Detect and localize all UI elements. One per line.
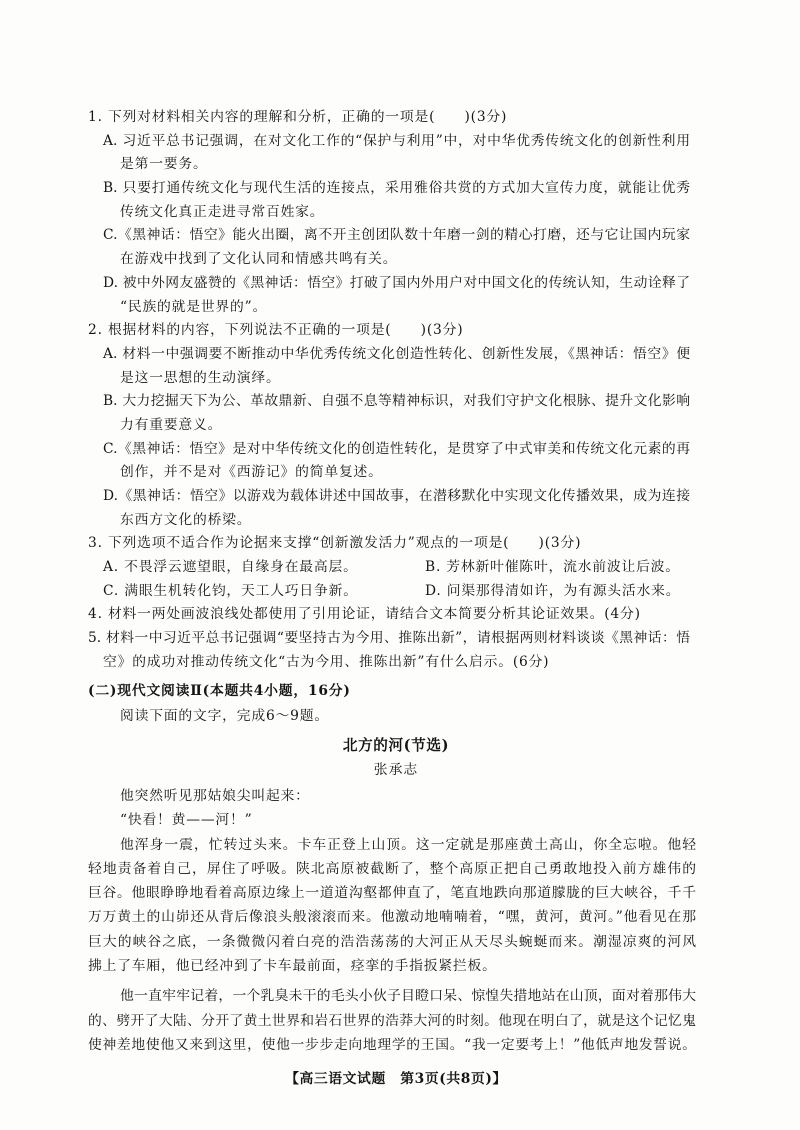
option-c: C. 满眼生机转化钧，天工人巧日争新。: [103, 582, 358, 599]
question-stem: 5. 材料一中习近平总书记强调“要坚持古为今用、推陈出新”，请根据两则材料谈谈《黑神话：悟: [88, 630, 690, 647]
option-d: D. 被中外网友盛赞的《黑神话：悟空》打破了国内外用户对中国文化的传统认知，生动诠释了: [103, 274, 690, 291]
passage-author: 张承志: [373, 762, 419, 778]
question-4: [0, 603, 800, 627]
option-b: B. 大力挖掘天下为公、革故鼎新、自强不息等精神标识，对我们守护文化根脉、提升文化影响: [103, 393, 690, 410]
option-a: A. 习近平总书记强调，在对文化工作的“保护与利用”中，对中华优秀传统文化的创新性利用: [103, 132, 690, 149]
paragraph-line: 使神差地使他又来到这里，使他一步步走向地理学的王国。“我一定要考上！”他低声地发誓说。: [88, 1036, 696, 1053]
paragraph-line: 巨谷。他眼睁睁地看着高原边缘上一道道沟壑都伸直了，笔直地跌向那道朦胧的巨大峡谷，千千: [88, 885, 696, 902]
paragraph-2: [0, 808, 800, 832]
question-1: [0, 106, 800, 319]
option-b: B. 只要打通传统文化与现代生活的连接点，采用雅俗共赏的方式加大宣传力度，就能让优秀: [103, 180, 690, 197]
paragraph-line: 拂上了车厢，他已经冲到了卡车最前面，痉挛的手指扳紧拦板。: [88, 958, 497, 975]
option-b-continued: 力有重要意义。: [120, 416, 223, 433]
paragraph-line: 万万黄土的山峁还从背后像浪头般滚滚而来。他激动地喃喃着，“嘿，黄河，黄河。”他看见在那: [88, 909, 696, 926]
passage-title: 北方的河(节选): [342, 737, 450, 754]
option-d-continued: 东西方文化的桥梁。: [120, 511, 252, 528]
paragraph-1: [0, 784, 800, 808]
paragraph-line: 轻地责备着自己，屏住了呼吸。陕北高原被截断了，整个高原正把自己勇敢地投入前方雄伟的: [88, 860, 696, 877]
option-b-continued: 传统文化真正走进寻常百姓家。: [120, 203, 325, 220]
reading-passage: [0, 784, 800, 1057]
option-d: D. 问渠那得清如许，为有源头活水来。: [425, 582, 681, 599]
option-c: C.《黑神话：悟空》是对中华传统文化的创造性转化，是贯穿了中式审美和传统文化元素的再: [103, 440, 690, 457]
question-stem: 1. 下列对材料相关内容的理解和分析，正确的一项是( )(3分): [88, 109, 508, 125]
paragraph-line: 他一直牢牢记着，一个乳臭未干的毛头小伙子目瞪口呆、惊惶失措地站在山顶，面对着那伟大: [120, 988, 696, 1005]
question-stem-continued: 空》的成功对推动传统文化“古为今用、推陈出新”有什么启示。(6分): [103, 653, 550, 670]
paragraph-line: “快看！黄——河！”: [120, 812, 253, 829]
paragraph-4: [0, 984, 800, 1057]
option-d: D.《黑神话：悟空》以游戏为载体讲述中国故事，在潜移默化中实现文化传播效果，成为连接: [103, 488, 690, 504]
question-stem: 2. 根据材料的内容，下列说法不正确的一项是( )(3分): [88, 322, 464, 339]
question-5: [0, 627, 800, 674]
paragraph-line: 巨大的峡谷之底，一条微微闪着白亮的浩浩荡荡的大河正从天尽头蜿蜒而来。潮湿凉爽的河风: [88, 933, 696, 950]
option-c: C.《黑神话：悟空》能火出圈，离不开主创团队数十年磨一剑的精心打磨，还与它让国内玩家: [103, 227, 690, 244]
question-stem: 4. 材料一两处画波浪线处都使用了引用论证，请结合文本简要分析其论证效果。(4分): [88, 606, 641, 623]
question-2: [0, 319, 800, 532]
page-footer: 【高三语文试题 第3页(共8页)】: [285, 1071, 507, 1087]
paragraph-line: 他浑身一震，忙转过头来。卡车正登上山顶。这一定就是那座黄土高山，你全忘啦。他轻: [120, 836, 696, 853]
section-heading: (二)现代文阅读Ⅱ(本题共4小题，16分): [88, 683, 351, 699]
option-c-continued: 创作，并不是对《西游记》的简单复述。: [120, 464, 383, 481]
reading-instruction: 阅读下面的文字，完成6～9题。: [120, 708, 329, 724]
option-a: A. 不畏浮云遮望眼，自缘身在最高层。: [103, 559, 358, 576]
option-b: B. 芳林新叶催陈叶，流水前波让后波。: [425, 559, 680, 576]
option-d-continued: “民族的就是世界的”。: [120, 298, 268, 315]
option-a-continued: 是第一要务。: [120, 156, 208, 173]
question-3: [0, 532, 800, 603]
option-a-continued: 是这一思想的生动演绎。: [120, 369, 281, 386]
option-a: A. 材料一中强调要不断推动中华优秀传统文化创造性转化、创新性发展，《黑神话：悟空》便: [103, 345, 690, 362]
paragraph-line: 他突然听见那姑娘尖叫起来：: [120, 788, 310, 804]
question-list: [0, 106, 800, 675]
paragraph-3: [0, 833, 800, 979]
option-c-continued: 在游戏中找到了文化认同和情感共鸣有关。: [120, 251, 398, 268]
paragraph-line: 的、劈开了大陆、分开了黄土世界和岩石世界的浩莽大河的时刻。他现在明白了，就是这个记忆鬼: [88, 1012, 696, 1029]
question-stem: 3. 下列选项不适合作为论据来支撑“创新激发活力”观点的一项是( )(3分): [88, 535, 582, 552]
option-row: [0, 580, 800, 604]
option-row: [0, 556, 800, 580]
